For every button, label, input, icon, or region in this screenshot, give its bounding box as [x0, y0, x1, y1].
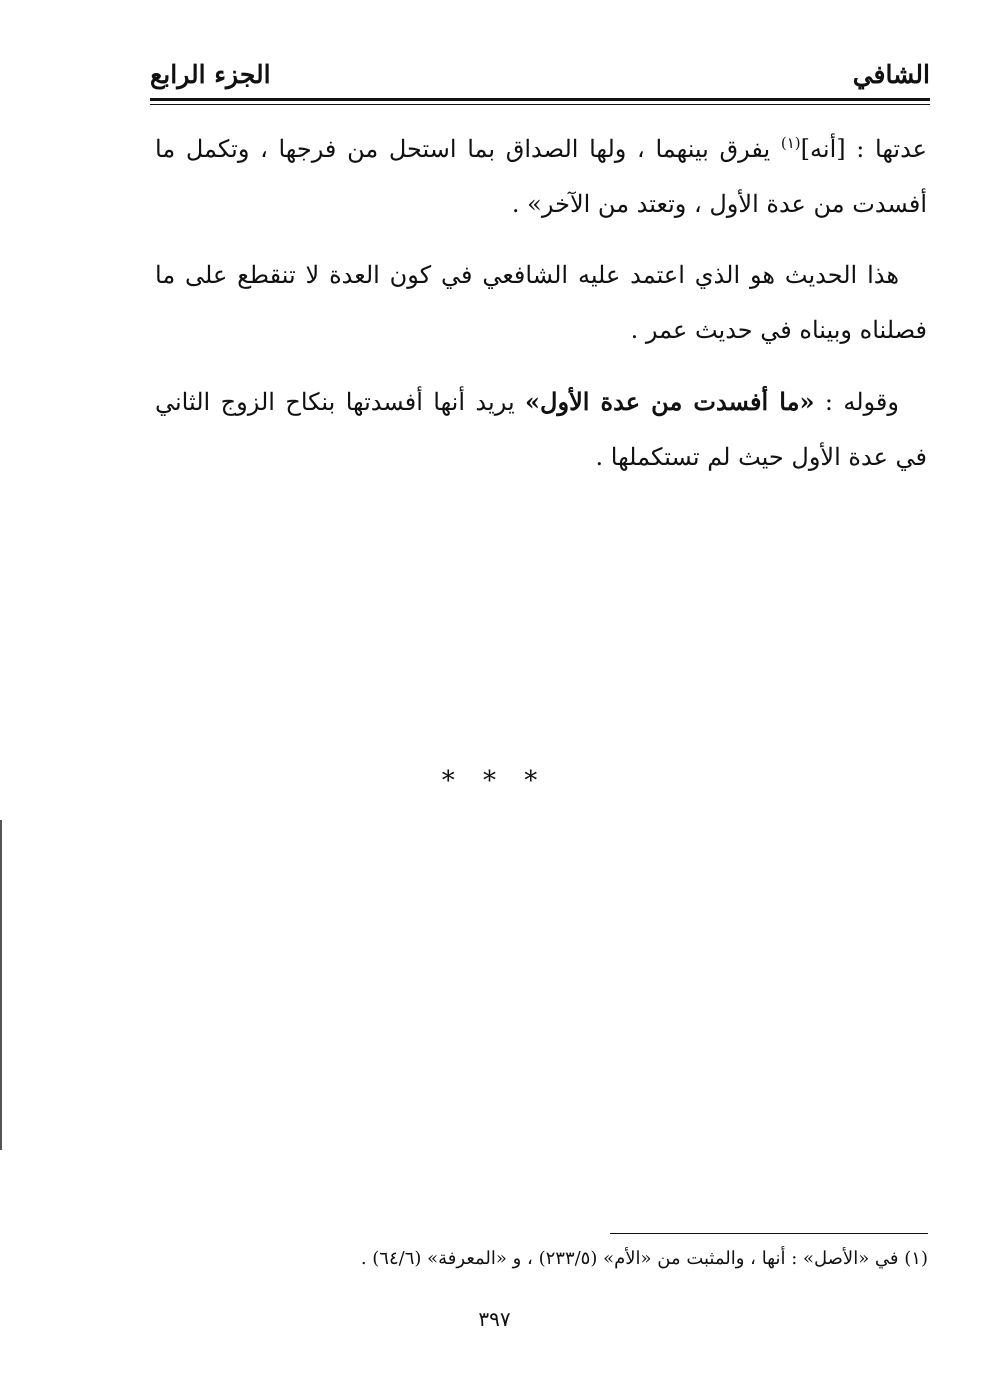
paragraph-1: [155, 122, 927, 232]
page-header: [150, 52, 930, 100]
quoted-phrase: «ما أفسدت من عدة الأول»: [525, 387, 815, 416]
scan-edge-line: [0, 820, 2, 1150]
main-text: [155, 122, 927, 501]
volume-title: الجزء الرابع: [150, 60, 271, 89]
header-rule-thin: [150, 104, 930, 105]
footnote-reference[interactable]: (١): [780, 134, 801, 152]
section-separator: * * *: [441, 766, 548, 796]
paragraph-3: [155, 374, 927, 485]
book-title: الشافي: [852, 60, 930, 89]
header-rule: [150, 98, 930, 101]
paragraph-1-start: عدتها : [أنه]: [800, 135, 927, 163]
page-number: ٣٩٧: [478, 1307, 511, 1331]
paragraph-1-rest: يفرق بينهما ، ولها الصداق بما استحل من فرجها ، وتكمل ما أفسدت من عدة الأول ، وتعتد من الآخر» .: [155, 135, 927, 218]
footnote: (١) في «الأصل» : أنها ، والمثبت من «الأم» (٢٣٣/٥) ، و «المعرفة» (٦٤/٦) .: [360, 1248, 928, 1269]
paragraph-2: هذا الحديث هو الذي اعتمد عليه الشافعي في كون العدة لا تنقطع على ما فصلناه وبيناه في حديث عمر .: [155, 261, 927, 344]
footnote-rule: [610, 1233, 928, 1234]
paragraph-3-lead: وقوله :: [814, 388, 899, 416]
paragraph-3-rest: يريد أنها أفسدتها بنكاح الزوج الثاني في عدة الأول حيث لم تستكملها .: [155, 388, 927, 471]
